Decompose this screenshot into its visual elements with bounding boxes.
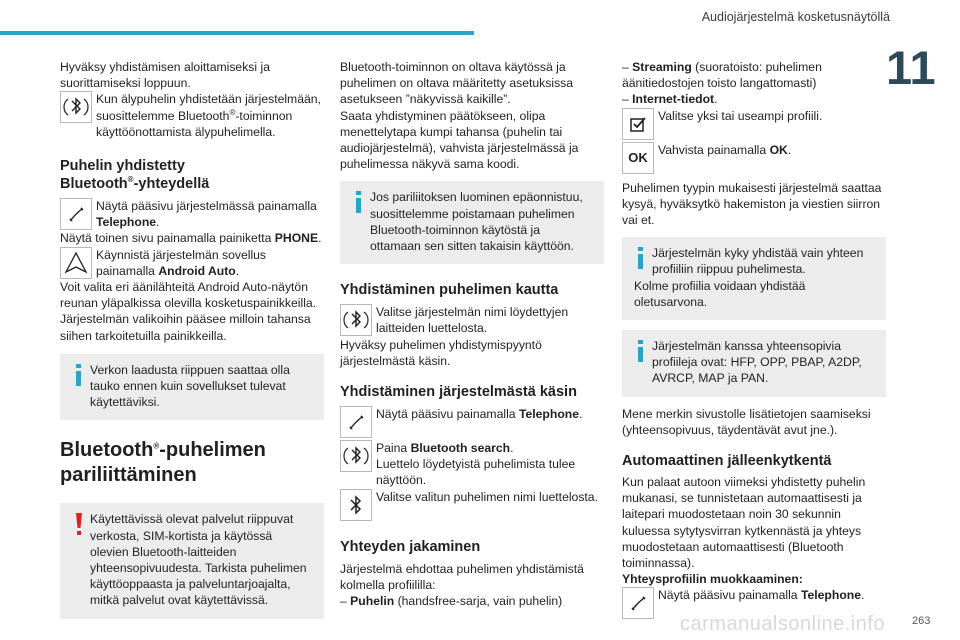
warning-box-services: Käytettävissä olevat palvelut riippuvat verkosta, SIM-kortista ja käytössä olevien Bluetooth-laitteiden yhteensopivuudesta. Tarkista puhelimen käyttöoppaasta ja palveluntarjoajalta, mitkä palvelut ovat käytettävissä. bbox=[60, 503, 324, 618]
text-accept-request: Hyväksy puhelimen yhdistymispyyntö järjestelmästä käsin. bbox=[340, 337, 542, 368]
info-box-profile: Järjestelmän kyky yhdistää vain yhteen profiiliin riippuu puhelimesta. Kolme profiilia voidaan yhdistää oletusarvona. bbox=[622, 237, 886, 320]
heading-paired: Puhelin yhdistetty Bluetooth®-yhteydellä bbox=[60, 158, 210, 193]
info-box-pairing-fail: Jos pariliitoksen luominen epäonnistuu, suosittelemme poistamaan puhelimen Bluetooth-toiminnon käytöstä ja ottamaan sen sitten takaisin käyttöön. bbox=[340, 181, 604, 264]
text-brand-site: Mene merkin sivustolle lisätietojen saamiseksi (yhteensopivuus, täydentävät avut jne.). bbox=[622, 406, 871, 437]
warning-icon bbox=[72, 513, 86, 535]
chapter-number: 11 bbox=[886, 41, 936, 94]
heading-via-phone: Yhdistäminen puhelimen kautta bbox=[340, 282, 559, 299]
info-box-network: Verkon laadusta riippuen saattaa olla tauko ennen kuin sovellukset tulevat käytettäviksi. bbox=[60, 354, 324, 421]
text-phone-button: Näytä toinen sivu painamalla painiketta PHONE. bbox=[60, 231, 322, 246]
header-accent-bar bbox=[0, 31, 474, 35]
android-auto-icon bbox=[60, 247, 92, 279]
info-icon bbox=[72, 364, 86, 386]
info-icon bbox=[634, 340, 648, 362]
text-directory-transfer: Puhelimen tyypin mukaisesti järjestelmä saattaa kysyä, hyväksytkö hakemiston ja viestien siirron vai et. bbox=[622, 180, 882, 228]
step-telephone: Näytä pääsivu painamalla Telephone. bbox=[340, 406, 604, 438]
text-android-auto: Voit valita eri äänilähteitä Android Auto-näytön reunan yläpalkissa olevilla kosketuspainikkeilla. Järjestelmän valikoihin pääsee milloin tahansa siihen tarkoitetuilla painikkeilla. bbox=[60, 280, 317, 343]
step-telephone: Näytä pääsivu järjestelmässä painamalla Telephone. bbox=[60, 198, 324, 230]
bluetooth-search-icon bbox=[340, 304, 372, 336]
heading-sharing: Yhteyden jakaminen bbox=[340, 538, 481, 555]
step-telephone: Näytä pääsivu painamalla Telephone. bbox=[622, 587, 886, 619]
intro-text: Hyväksy yhdistämisen aloittamiseksi ja suorittamiseksi loppuun. bbox=[60, 60, 270, 91]
text-auto-reconnect: Kun palaat autoon viimeksi yhdistetty puhelin mukanasi, se tunnistetaan automaattisesti ja laitepari muodostetaan noin 30 sekunnin kuluessa sytytysvirran kytkennästä ja yhteys muodostetaan automaattisesti (Bluetooth toiminnassa). bbox=[622, 475, 866, 571]
checkbox-icon bbox=[622, 108, 654, 140]
list-item-streaming: – Streaming (suoratoisto: puhelimen äänitiedostojen toisto langattomasti) bbox=[622, 60, 822, 91]
text-confirm-code: Saata yhdistyminen päätökseen, olipa menettelytapa kumpi tahansa (puhelin tai audiojärjestelmä), vahvista järjestelmässä ja puhelimessa näkyvä sama koodi. bbox=[340, 108, 579, 172]
list-item-phone: – Puhelin (handsfree-sarja, vain puhelin) bbox=[340, 594, 563, 609]
step-select-phone: Valitse valitun puhelimen nimi luettelosta. bbox=[340, 489, 604, 521]
step-bluetooth-enable: Kun älypuhelin yhdistetään järjestelmään, suosittelemme Bluetooth®-toiminnon käyttöönottamista älypuhelimella. bbox=[60, 91, 324, 140]
watermark: carmanualsonline.info bbox=[680, 613, 886, 635]
header-title: Audiojärjestelmä kosketusnäytöllä bbox=[701, 10, 890, 24]
column-3 bbox=[622, 59, 886, 619]
step-android-auto: Käynnistä järjestelmän sovellus painamalla Android Auto. bbox=[60, 247, 324, 279]
phone-icon bbox=[60, 198, 92, 230]
page-number: 263 bbox=[912, 615, 931, 627]
phone-icon bbox=[340, 406, 372, 438]
column-1 bbox=[60, 59, 324, 619]
heading-pairing: Bluetooth®-puhelimen pariliittäminen bbox=[60, 439, 266, 487]
column-2 bbox=[340, 59, 604, 609]
bluetooth-search-icon bbox=[60, 91, 92, 123]
text-bt-visible: Bluetooth-toiminnon on oltava käytössä ja puhelimen on oltava määritetty asetuksissa asetukseen ”näkyvissä kaikille”. bbox=[340, 60, 574, 107]
step-select-system: Valitse järjestelmän nimi löydettyjen laitteiden luettelosta. bbox=[340, 304, 604, 336]
step-select-profile: Valitse yksi tai useampi profiili. bbox=[622, 108, 886, 140]
step-confirm-ok: OK Vahvista painamalla OK. bbox=[622, 142, 886, 174]
info-icon bbox=[352, 191, 366, 213]
ok-icon: OK bbox=[622, 142, 654, 174]
text-profiles: Järjestelmä ehdottaa puhelimen yhdistämistä kolmella profiililla: bbox=[340, 561, 584, 592]
info-icon bbox=[634, 247, 648, 269]
info-box-compatible: Järjestelmän kanssa yhteensopivia profiileja ovat: HFP, OPP, PBAP, A2DP, AVRCP, MAP ja PAN. bbox=[622, 330, 886, 397]
bluetooth-icon bbox=[340, 489, 372, 521]
heading-auto-reconnect: Automaattinen jälleenkytkentä bbox=[622, 453, 832, 470]
list-item-internet: – Internet-tiedot. bbox=[622, 92, 718, 107]
heading-modify-profile: Yhteysprofiilin muokkaaminen: bbox=[622, 572, 803, 587]
bluetooth-search-icon bbox=[340, 440, 372, 472]
heading-via-system: Yhdistäminen järjestelmästä käsin bbox=[340, 384, 577, 401]
step-bluetooth-search: Paina Bluetooth search. Luettelo löydetyistä puhelimista tulee näyttöön. bbox=[340, 440, 604, 489]
phone-icon bbox=[622, 587, 654, 619]
